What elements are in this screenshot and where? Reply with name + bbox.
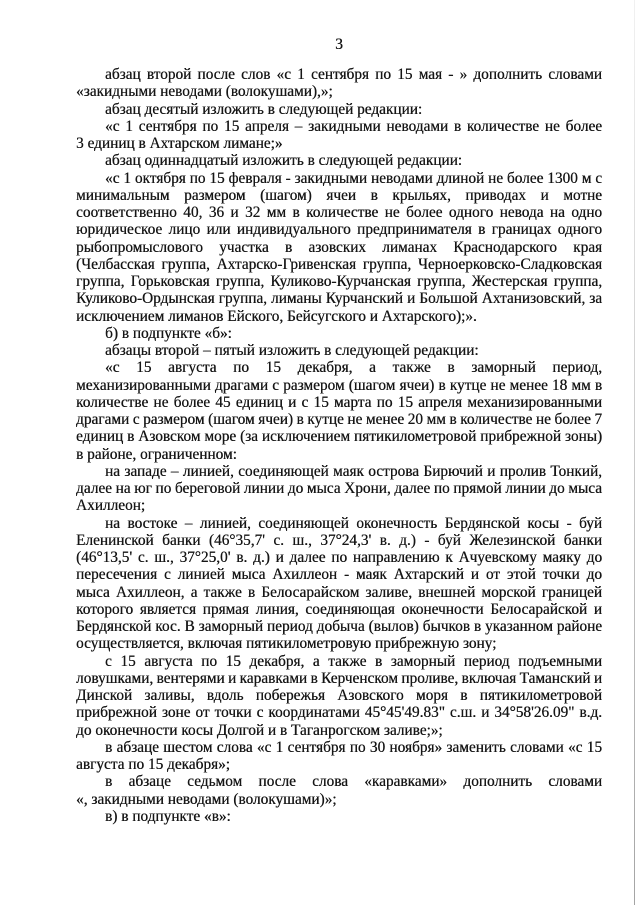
text-line: «с 15 августа по 15 декабря, а также в заморный период, [105,359,602,377]
text-line: (46°13,5' с. ш., 37°25,0' в. д.) и далее по направлению к Ачуевскому маяку до [76,549,603,566]
text-line: соответственно 40, 36 и 32 мм в количестве не более одного невода на одно [76,204,603,221]
paragraph [76,359,602,463]
paragraph [76,773,602,808]
paragraph [76,101,602,118]
text-line: пересечения с линией мыса Ахиллеон - маяк Ахтарский и от этой точки до [76,566,602,584]
paragraph [76,170,602,325]
text-line: в) в подпункте «в»: [105,807,231,825]
text-line: осуществляется, включая пятикилометровую прибрежную зону; [76,635,497,653]
text-line: минимальным размером (шагом) ячеи в крыльях, приводах и мотне [76,186,602,204]
text-line: в абзаце шестом слова «с 1 сентября по 30 ноября» заменить словами «с 15 [105,738,602,756]
text-line: в районе, ограниченном: [76,445,237,463]
paragraph [76,118,602,153]
text-line: исключением лиманов Ейского, Бейсугского и Ахтарского);». [76,307,477,325]
paragraph [76,808,602,825]
paragraph [76,342,602,359]
text-line: на западе – линией, соединяющей маяк острова Бирючий и пролив Тонкий, [105,462,602,480]
text-line: которого является прямая линия, соединяющая оконечности Белосарайской и [76,600,602,618]
page-number: 3 [335,36,343,53]
text-line: «, закидными неводами (волокушами)»; [76,790,337,808]
text-line: группа, Горьковская группа, Куликово-Курчанская группа, Жестерская группа, [76,273,603,290]
text-line: «с 1 сентября по 15 апреля – закидными неводами в количестве не более [105,117,602,135]
text-line: (Челбасская группа, Ахтарско-Гривенская группа, Черноерковско-Сладковская [76,255,603,273]
text-line: на востоке – линией, соединяющей оконечность Бердянской косы - буй [105,514,603,532]
text-line: абзацы второй – пятый изложить в следующей редакции: [105,342,479,359]
text-line: б) в подпункте «б»: [105,324,232,342]
document-body [76,66,602,825]
text-line: Динской заливы, вдоль побережья Азовского моря в пятикилометровой [76,687,602,704]
text-line: до оконечности косы Долгой и в Таганрогском заливе;»; [76,721,443,739]
text-line: «с 1 октября по 15 февраля - закидными неводами длиной не более 1300 м с [105,169,602,187]
paragraph [76,325,602,342]
text-line: «закидными неводами (волокушами),»; [76,83,333,101]
paragraph [76,739,602,774]
text-line: количестве не более 45 единиц и с 15 марта по 15 апреля механизированными [76,393,602,411]
text-line: прибрежной зоне от точки с координатами 45°45'49.83" с.ш. и 34°58'26.09" в.д. [76,704,603,722]
text-line: далее на юг по береговой линии до мыса Хрони, далее по прямой линии до мыса [76,480,602,497]
text-line: абзац одиннадцатый изложить в следующей редакции: [105,152,463,170]
text-line: абзац десятый изложить в следующей редакции: [105,100,423,118]
text-line: драгами с размером (шагом ячеи) в кутце не менее 20 мм в количестве не более 7 [76,411,602,428]
text-line: мыса Ахиллеон, а также в Белосарайском заливе, внешней морской границей [76,583,602,601]
text-line: 3 единиц в Ахтарском лимане;» [76,135,283,152]
text-line: августа по 15 декабря»; [76,756,230,773]
text-line: Еленинской банки (46°35,7' с. ш., 37°24,3' в. д.) - буй Железинской банки [76,531,603,549]
scan-edge [634,0,635,905]
text-line: абзац второй после слов «с 1 сентября по 15 мая - » дополнить словами [105,66,602,83]
paragraph [76,463,602,515]
paragraph [76,515,602,653]
text-line: юридическое лицо или индивидуального предпринимателя в границах одного [76,221,602,239]
paragraph [76,152,602,169]
text-line: Куликово-Ордынская группа, лиманы Курчанский и Большой Ахтанизовский, за [76,290,603,308]
text-line: в абзаце седьмом после слова «каравками» дополнить словами [105,773,603,791]
text-line: Ахиллеон; [76,497,146,515]
text-line: рыбопромыслового участка в азовских лиманах Краснодарского края [76,238,603,256]
text-line: Бердянской кос. В заморный период добыча (вылов) бычков в указанном районе [76,618,603,635]
paragraph [76,653,602,739]
text-line: с 15 августа по 15 декабря, а также в заморный период подъемными [105,652,602,670]
paragraph [76,66,602,101]
text-line: единиц в Азовском море (за исключением пятикилометровой прибрежной зоны) [76,428,603,446]
text-line: ловушками, вентерями и каравками в Керченском проливе, включая Таманский и [76,669,603,687]
text-line: механизированными драгами с размером (шагом ячеи) в кутце не менее 18 мм в [76,376,603,394]
